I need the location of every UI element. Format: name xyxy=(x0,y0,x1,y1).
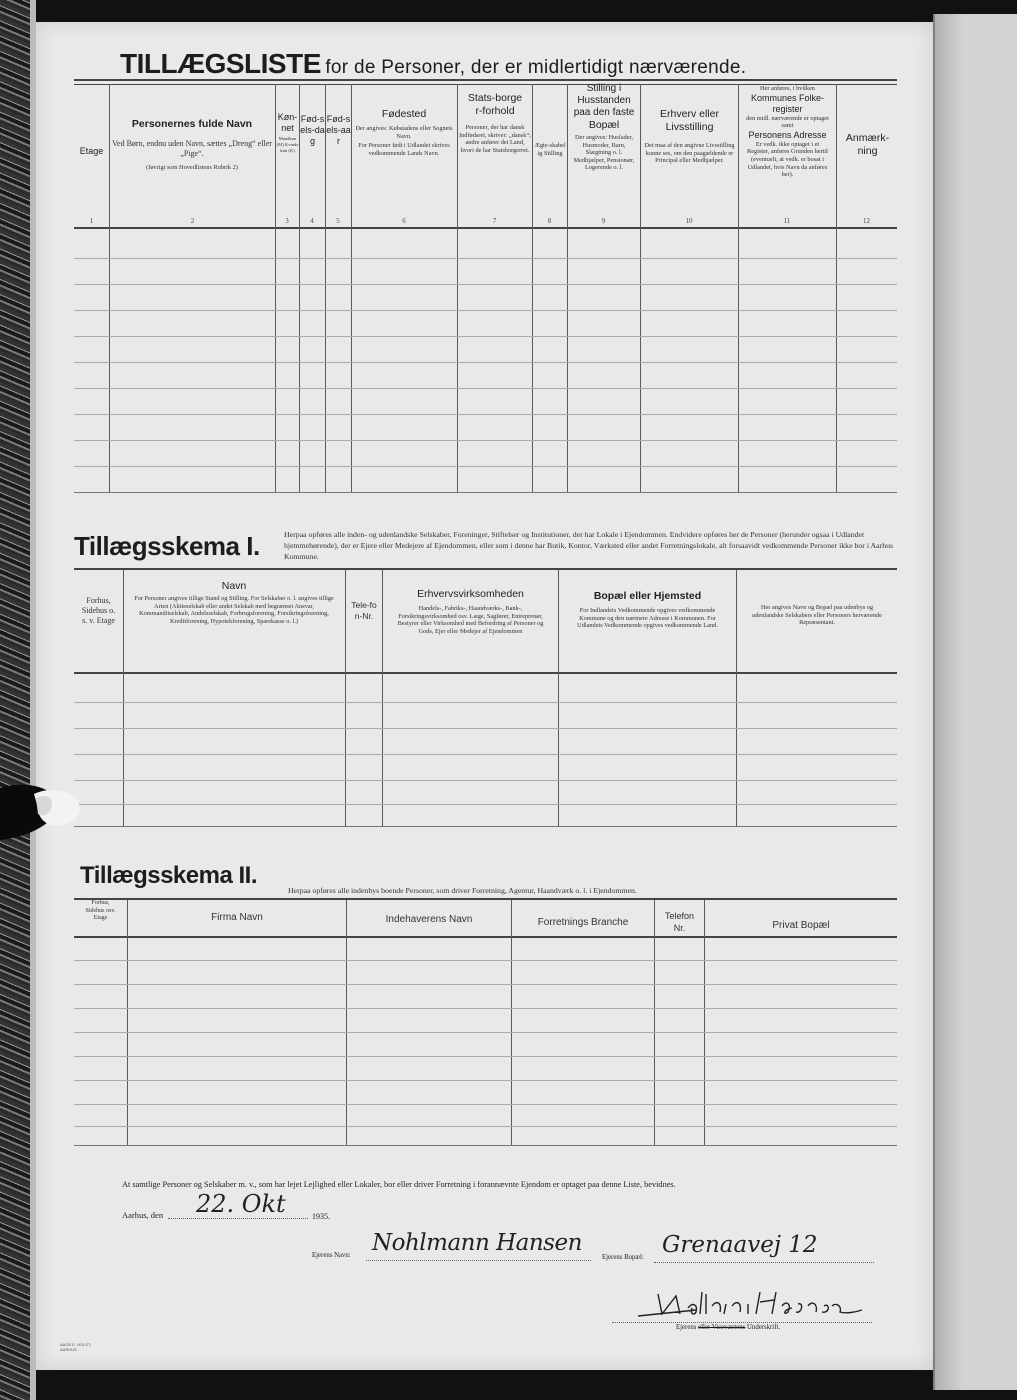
signature-label: Ejerens eller Viceværtens Underskrift. xyxy=(676,1324,781,1331)
col-stilling: Stilling i Husstanden paa den faste Bopæl Der angives: Husfader, Husmoder, Barn, Slægtning o. l. Medhjælper, Pensionær, Logerende o. l. xyxy=(573,83,635,172)
col-etage: Etage xyxy=(79,146,104,156)
col-foedested: Fødested Der angives: Købstadens eller Sognets Navn. For Personer født i Udlandet skrives vedkommende Lands Navn. xyxy=(355,108,453,157)
title-rest: for de Personer, der er midlertidigt nærværende. xyxy=(325,57,747,78)
handwritten-date: 22. Okt xyxy=(196,1190,286,1218)
owner-name-label: Ejerens Navn: xyxy=(312,1252,351,1259)
s2-col-firma: Firma Navn xyxy=(211,912,263,923)
col-aegteskabelig: Ægte-skabelig Stilling xyxy=(534,142,566,157)
s2-col-telefon: Telefon Nr. xyxy=(664,911,695,933)
printer-imprint: AAGE E. HOLST, AARHUS xyxy=(60,1342,92,1352)
title-main: TILLÆGSLISTE xyxy=(120,48,321,79)
skema1-intro: Herpaa opføres alle inden- og udenlandske Selskaber, Foreninger, Stiftelser og Institutioner, der har Lokale i Ejendommen. Endvidere opføres her de Personer (herunder ogsaa i Udlandet hjemmehørende), der er Ejere eller Medejere af Ejendommen, eller som i denne har Butik, Kontor, Værksted eller andet Forretningslokale, alt forsaavidt vedkommende Personer ikke bor i Aarhus Kommune. xyxy=(284,530,894,561)
col-statsborger: Stats-borger-forhold Personer, der har dansk Indfødsret, skriver: „dansk“; andre anfører det Land, hvori de har Statsborgerret. xyxy=(459,92,531,154)
s1-col-telefon: Tele-fon-Nr. xyxy=(351,600,377,621)
col-foedselsdag: Fød-sels-dag xyxy=(300,114,325,146)
s2-col-etage: Forhus, Sidehus osv. Etage xyxy=(85,900,116,921)
s1-col-repraesentant: Her angives Navn og Bopæl paa udenbys og udenlandske Selskabers eller Personers herværende Repræsentant. xyxy=(752,604,882,627)
page-title xyxy=(120,48,880,80)
skema2-intro: Herpaa opføres alle indenbys boende Personer, som driver Forretning, Agentur, Haandværk o. l. i Ejendommen. xyxy=(288,886,637,895)
s1-col-bopael: Bopæl eller Hjemsted For Indlandets Vedkommende opgives vedkommende Kommune og den nærmere Adresse i Kommunen. For Udlandets Vedkommende opgives vedkommende Land. xyxy=(577,590,718,630)
s2-col-indehaver: Indehaverens Navn xyxy=(385,914,473,925)
declaration: At samtlige Personer og Selskaber m. v., som har lejet Lejlighed eller Lokaler, bor eller driver Forretning i forannævnte Ejendom er optaget paa denne Liste, bevidnes. xyxy=(122,1180,676,1189)
owner-name-handwritten: Nohlmann Hansen xyxy=(372,1230,582,1256)
col-foedselsaar: Fød-sels-aar xyxy=(326,114,351,146)
s1-col-erhverv: Erhvervsvirksomheden Handels-, Fabriks-, Haandværks-, Bank-, Forsikringsvirksomhed osv. Læge, Sagfører, Entreprenør, Bestyrer eller Virksomhed med Befordring af Personer og Gods, Ejer eller Medejer af Ejendommen xyxy=(397,588,544,635)
s2-col-branche: Forretnings Branche xyxy=(537,917,629,928)
place-date-label: Aarhus, den xyxy=(122,1210,164,1220)
col-erhverv: Erhverv eller Livsstilling Det maa af den angivne Livsstilling kunne ses, om den paagældende er Principal eller Medhjælper. xyxy=(644,108,735,165)
owner-address-handwritten: Grenaavej 12 xyxy=(662,1232,818,1258)
holding-thumb xyxy=(0,778,86,858)
s1-col-etage: Forhus, Sidehus o. s. v. Etage xyxy=(81,596,116,625)
skema1-title: Tillægsskema I. xyxy=(74,531,260,561)
owner-address-label: Ejerens Bopæl: xyxy=(602,1254,644,1261)
skema2-title: Tillægsskema II. xyxy=(80,862,257,889)
s2-col-privat-bopael: Privat Bopæl xyxy=(772,920,830,931)
col-folkeregister: Her anføres, i hvilken Kommunes Folke-register den midl. nærværende er optaget samt Personens Adresse Er vedk. ikke optaget i et Register, anføres Grunden hertil (eventuelt, at vedk. er bosat i Udlandet, hvis Navn da anføres her). xyxy=(746,85,829,179)
col-anmaerkning: Anmærk-ning xyxy=(845,132,890,157)
s1-col-navn: Navn For Personer angives tillige Stand og Stilling. For Selskaber o. l. angives tillige Arten (Aktieselskab eller andet Selskab med begrænset Ansvar, Kommanditselskab, Andelsselskab, Forbrugsforening, Forsikringsforening, Kreditforening, Hypotekforening, Sparekasse o. l.) xyxy=(134,580,334,625)
form-page: TILLÆGSLISTE for de Personer, der er midlertidigt nærværende. Etage Personernes fulde Navn Ved Børn, endnu uden Navn, sættes „Dreng“ eller „Pige“. (Iøvrigt som Hovedlistens Rubrik 2) Køn-net Mandkøn (M) Kvindekøn (K) Fød-sels-dag Fød-sels-aar Fødested Der angives: Købstadens eller Sognets Navn. For Personer født i Udlandet skrives vedkommende Lands Navn. Stats-borger-forhold Personer, der har dansk Indfødsret, skriver: „dansk“; andre anfører det Land, hvori de har Statsborgerret. Ægte-skabelig Stilling Stilling i Husstanden paa den faste Bopæl Der angives: Husfader, Husmoder, Barn, Slægtning o. l. Medhjælper, Pensionær, Logerende o. l. Erhverv eller Livsstilling Det maa af den angivne Livsstilling kunne ses, om den paagældende er Principal eller Medhjælper. Her anføres, i hvilken Kommunes Folke-register den midl. nærværende er optaget samt Personens Adresse Er vedk. ikke optaget i et Register, anføres Grunden hertil (eventuelt, at vedk. er bosat i Udlandet, hvis Navn da anføres her). Anmærk-ning 1 2 3 4 5 6 7 8 9 10 11 12 Tillægsskema I. Herpaa opføres alle inden- og udenlandske Selskaber, Foreninger, Stiftelser og Institutioner, der har Lokale i Ejendommen. Endvidere opføres her de Personer (herunder ogsaa i Udlandet hjemmehørende), der er Ejere eller Medejere af Ejendommen, eller som i denne har Butik, Kontor, Værksted eller andet Forretningslokale, alt forsaavidt vedkommende Personer ikke bor i Aarhus Kommune. Forhus, Sidehus o. s. v. Etage Navn For Personer angives tillige Stand og Stilling. For Selskaber o. l. angives tillige Arten (Aktieselskab eller andet Selskab med begrænset Ansvar, Kommanditselskab, Andelsselskab, Forbrugsforening, Forsikringsforening, Kreditforening, Hypotekforening, Sparekasse o. l.) Tele-fon-Nr. Erhvervsvirksomheden Handels-, Fabriks-, Haandværks-, Bank-, Forsikringsvirksomhed osv. Læge, Sagfører, Entreprenør, Bestyrer eller Virksomhed med Befordring af Personer og Gods, Ejer eller Medejer af Ejendommen Bopæl eller Hjemsted For Indlandets Vedkommende opgives vedkommende Kommune og den nærmere Adresse i Kommunen. For Udlandets Vedkommende opgives vedkommende Land. Her angives Navn og Bopæl paa udenbys og udenlandske Selskabers eller Personers herværende Repræsentant. Tillægsskema II. Herpaa opføres alle indenbys boende Personer, som driver Forretning, Agentur, Haandværk o. l. i Ejendommen. Forhus, Sidehus osv. Etage Firma Navn Indehaverens Navn Forretnings Branche Telefon Nr. Privat Bopæl At samtlige Personer og Selskaber m. v., som har lejet Lejlighed eller Lokaler, bor eller driver Forretning i forannævnte Ejendom er optaget paa denne Liste, bevidnes. Aarhus, den 22. Okt 1935. Ejerens Navn: Nohlmann Hansen Ejerens Bopæl: Grenaavej 12 Ejerens eller Viceværtens Underskrift. AAGE E. HOLST, AARHUS xyxy=(36,22,933,1370)
col-navn: Personernes fulde Navn Ved Børn, endnu uden Navn, sættes „Dreng“ eller „Pige“. (Iøvrigt som Hovedlistens Rubrik 2) xyxy=(112,118,272,171)
year: 1935. xyxy=(312,1212,330,1221)
owner-signature xyxy=(636,1284,866,1324)
signature-scrawl xyxy=(636,1284,866,1324)
col-koennet: Køn-net Mandkøn (M) Kvindekøn (K) xyxy=(276,112,299,153)
